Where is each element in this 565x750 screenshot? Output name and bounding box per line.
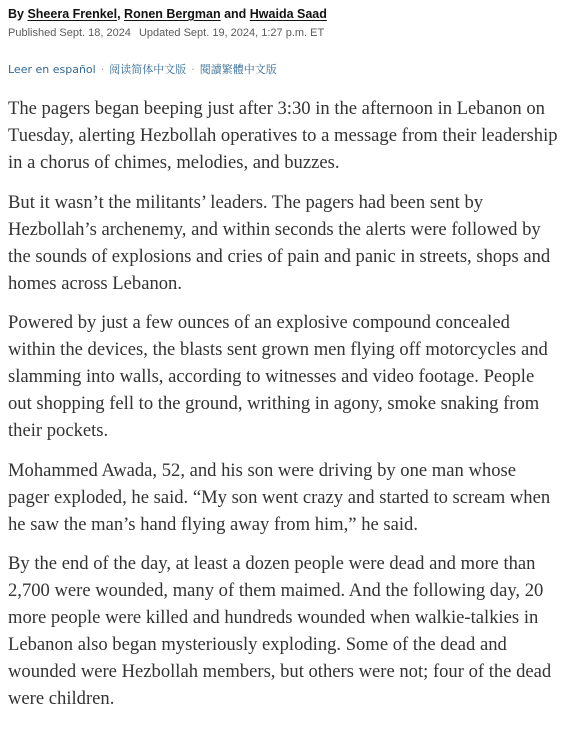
- article-paragraph-1: The pagers began beeping just after 3:30 in the afternoon in Lebanon on Tuesday, alerting Hezbollah operatives to a message from their leadership in a chorus of chimes, melodies, and buzzes.: [8, 98, 558, 173]
- article-paragraph-4: Mohammed Awada, 52, and his son were driving by one man whose pager exploded, he said. “My son went crazy and started to scream when he saw the man’s hand flying away from him,” he said.: [8, 459, 551, 535]
- author-link-hwaida-saad[interactable]: Hwaida Saad: [249, 7, 327, 21]
- article-paragraph-3: Powered by just a few ounces of an explosive compound concealed within the devices, the blasts sent grown men flying off motorcycles and slamming into walls, according to witnesses and video footage. People out shopping fell to the ground, writhing in agony, smoke snaking from their pockets.: [8, 312, 548, 441]
- article-dates: [8, 24, 558, 42]
- article-paragraph-2: But it wasn’t the militants’ leaders. The pagers had been sent by Hezbollah’s archenemy, and within seconds the alerts were followed by the sounds of explosions and cries of pain and panic in streets, shops and homes across Lebanon.: [8, 191, 551, 294]
- byline: [8, 4, 558, 24]
- byline-prefix: By: [8, 7, 28, 21]
- article-body: [8, 95, 558, 712]
- author-link-sheera-frenkel[interactable]: Sheera Frenkel: [27, 7, 118, 21]
- byline-and: and: [220, 7, 250, 21]
- link-spanish[interactable]: Leer en español: [8, 63, 96, 76]
- link-traditional-chinese[interactable]: 閱讀繁體中文版: [199, 63, 277, 76]
- published-date: Published Sept. 18, 2024: [8, 27, 131, 39]
- updated-date: Updated Sept. 19, 2024, 1:27 p.m. ET: [138, 27, 325, 39]
- language-separator: ·: [191, 63, 195, 76]
- author-link-ronen-bergman[interactable]: Ronen Bergman: [124, 7, 221, 21]
- language-links: [8, 61, 558, 79]
- byline-separator: ,: [117, 7, 125, 21]
- language-separator: ·: [100, 63, 105, 76]
- article-page: [8, 0, 558, 725]
- link-simplified-chinese[interactable]: 阅读简体中文版: [109, 63, 187, 76]
- article-paragraph-5: By the end of the day, at least a dozen people were dead and more than 2,700 were wounded, many of them maimed. And the following day, 20 more people were killed and hundreds wounded when walkie-talkies in Lebanon also began mysteriously exploding. Some of the dead and wounded were Hezbollah members, but others were not; four of the dead were children.: [8, 553, 552, 709]
